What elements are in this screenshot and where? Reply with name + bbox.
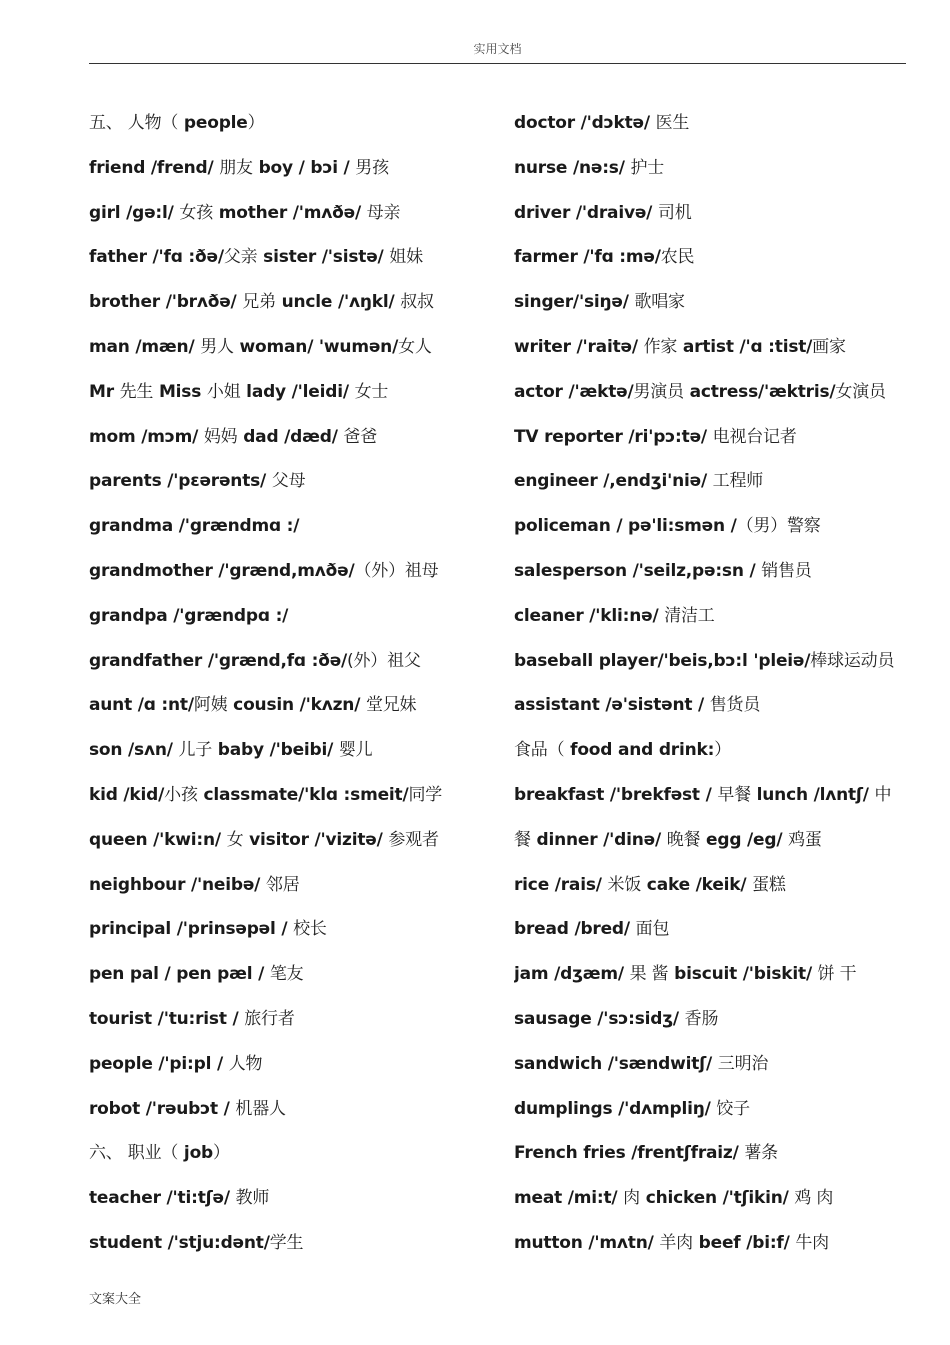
vocab-line: baseball player/'beis,bɔ:l 'pleiə/棒球运动员 bbox=[514, 650, 895, 671]
vocab-line: parents /'pɛərənts/ 父母 bbox=[89, 471, 306, 492]
vocab-line: 六、 职业（ job） bbox=[89, 1143, 230, 1164]
vocab-line: engineer /,endʒi'niə/ 工程师 bbox=[514, 471, 764, 492]
vocab-line: Mr 先生 Miss 小姐 lady /'leidi/ 女士 bbox=[89, 381, 389, 402]
vocab-line: tourist /'tu:rist / 旅行者 bbox=[89, 1008, 295, 1029]
vocab-line: bread /bred/ 面包 bbox=[514, 919, 670, 940]
vocab-line: people /'pi:pl / 人物 bbox=[89, 1053, 263, 1074]
vocab-line: actor /'æktə/男演员 actress/'æktris/女演员 bbox=[514, 381, 886, 402]
left-column bbox=[89, 109, 489, 1274]
vocab-line: singer/'siŋə/ 歌唱家 bbox=[514, 292, 685, 313]
vocab-line: son /sʌn/ 儿子 baby /'beibi/ 婴儿 bbox=[89, 740, 373, 761]
vocab-line: mutton /'mʌtn/ 羊肉 beef /bi:f/ 牛肉 bbox=[514, 1232, 829, 1253]
vocab-line: dumplings /'dʌmpliŋ/ 饺子 bbox=[514, 1098, 750, 1119]
vocab-line: student /'stju:dənt/学生 bbox=[89, 1232, 304, 1253]
vocab-line: nurse /nə:s/ 护士 bbox=[514, 157, 665, 178]
vocab-line: meat /mi:t/ 肉 chicken /'tʃikin/ 鸡 肉 bbox=[514, 1188, 834, 1209]
vocab-line: cleaner /'kli:nə/ 清洁工 bbox=[514, 605, 715, 626]
vocab-line: man /mæn/ 男人 woman/ 'wumən/女人 bbox=[89, 336, 432, 357]
vocab-line: friend /frend/ 朋友 boy / bɔi / 男孩 bbox=[89, 157, 389, 178]
page-footer: 文案大全 bbox=[89, 1292, 142, 1307]
vocab-line: aunt /ɑ :nt/阿姨 cousin /'kʌzn/ 堂兄妹 bbox=[89, 695, 417, 716]
vocab-line: kid /kid/小孩 classmate/'klɑ :smeit/同学 bbox=[89, 784, 443, 805]
vocab-line: father /'fɑ :ðə/父亲 sister /'sistə/ 姐妹 bbox=[89, 247, 423, 268]
vocab-line: farmer /'fɑ :mə/农民 bbox=[514, 247, 695, 268]
vocab-line: sausage /'sɔ:sidʒ/ 香肠 bbox=[514, 1008, 719, 1029]
vocab-line: girl /gə:l/ 女孩 mother /'mʌðə/ 母亲 bbox=[89, 202, 401, 223]
vocab-line: teacher /'ti:tʃə/ 教师 bbox=[89, 1188, 270, 1209]
vocab-line: doctor /'dɔktə/ 医生 bbox=[514, 113, 690, 133]
header-divider bbox=[89, 63, 906, 64]
vocab-line: 餐 dinner /'dinə/ 晚餐 egg /eg/ 鸡蛋 bbox=[514, 829, 822, 850]
vocab-line: jam /dʒæm/ 果 酱 biscuit /'biskit/ 饼 干 bbox=[514, 964, 857, 985]
vocab-line: policeman / pə'li:smən /（男）警察 bbox=[514, 516, 821, 537]
vocab-line: breakfast /'brekfəst / 早餐 lunch /lʌntʃ/ 中 bbox=[514, 784, 892, 805]
page-header: 实用文档 bbox=[473, 42, 522, 56]
vocab-line: assistant /ə'sistənt / 售货员 bbox=[514, 695, 761, 716]
vocab-line: 食品（ food and drink:） bbox=[514, 740, 732, 761]
vocab-line: driver /'draivə/ 司机 bbox=[514, 202, 692, 223]
vocab-line: neighbour /'neibə/ 邻居 bbox=[89, 874, 300, 895]
vocab-line: salesperson /'seilz,pə:sn / 销售员 bbox=[514, 560, 812, 581]
vocab-line: TV reporter /ri'pɔ:tə/ 电视台记者 bbox=[514, 426, 797, 447]
vocab-line: principal /'prinsəpəl / 校长 bbox=[89, 919, 327, 940]
vocab-line: rice /rais/ 米饭 cake /keik/ 蛋糕 bbox=[514, 874, 786, 895]
vocab-line: grandma /'grændmɑ :/ bbox=[89, 516, 300, 537]
vocab-line: grandpa /'grændpɑ :/ bbox=[89, 605, 289, 626]
vocab-line: queen /'kwi:n/ 女 visitor /'vizitə/ 参观者 bbox=[89, 829, 439, 850]
vocab-line: brother /'brʌðə/ 兄弟 uncle /'ʌŋkl/ 叔叔 bbox=[89, 292, 434, 313]
vocab-line: pen pal / pen pæl / 笔友 bbox=[89, 964, 304, 985]
vocab-line: sandwich /'sændwitʃ/ 三明治 bbox=[514, 1053, 769, 1074]
vocab-line: 五、 人物（ people） bbox=[89, 113, 265, 133]
vocab-line: French fries /frentʃfraiz/ 薯条 bbox=[514, 1143, 778, 1164]
vocab-line: writer /'raitə/ 作家 artist /'ɑ :tist/画家 bbox=[514, 336, 846, 357]
vocab-line: mom /mɔm/ 妈妈 dad /dæd/ 爸爸 bbox=[89, 426, 378, 447]
vocab-line: robot /'rəubɔt / 机器人 bbox=[89, 1098, 286, 1119]
right-column bbox=[514, 109, 909, 1274]
vocab-line: grandfather /'grænd,fɑ :ðə/(外）祖父 bbox=[89, 650, 421, 671]
vocab-line: grandmother /'grænd,mʌðə/（外）祖母 bbox=[89, 560, 439, 581]
